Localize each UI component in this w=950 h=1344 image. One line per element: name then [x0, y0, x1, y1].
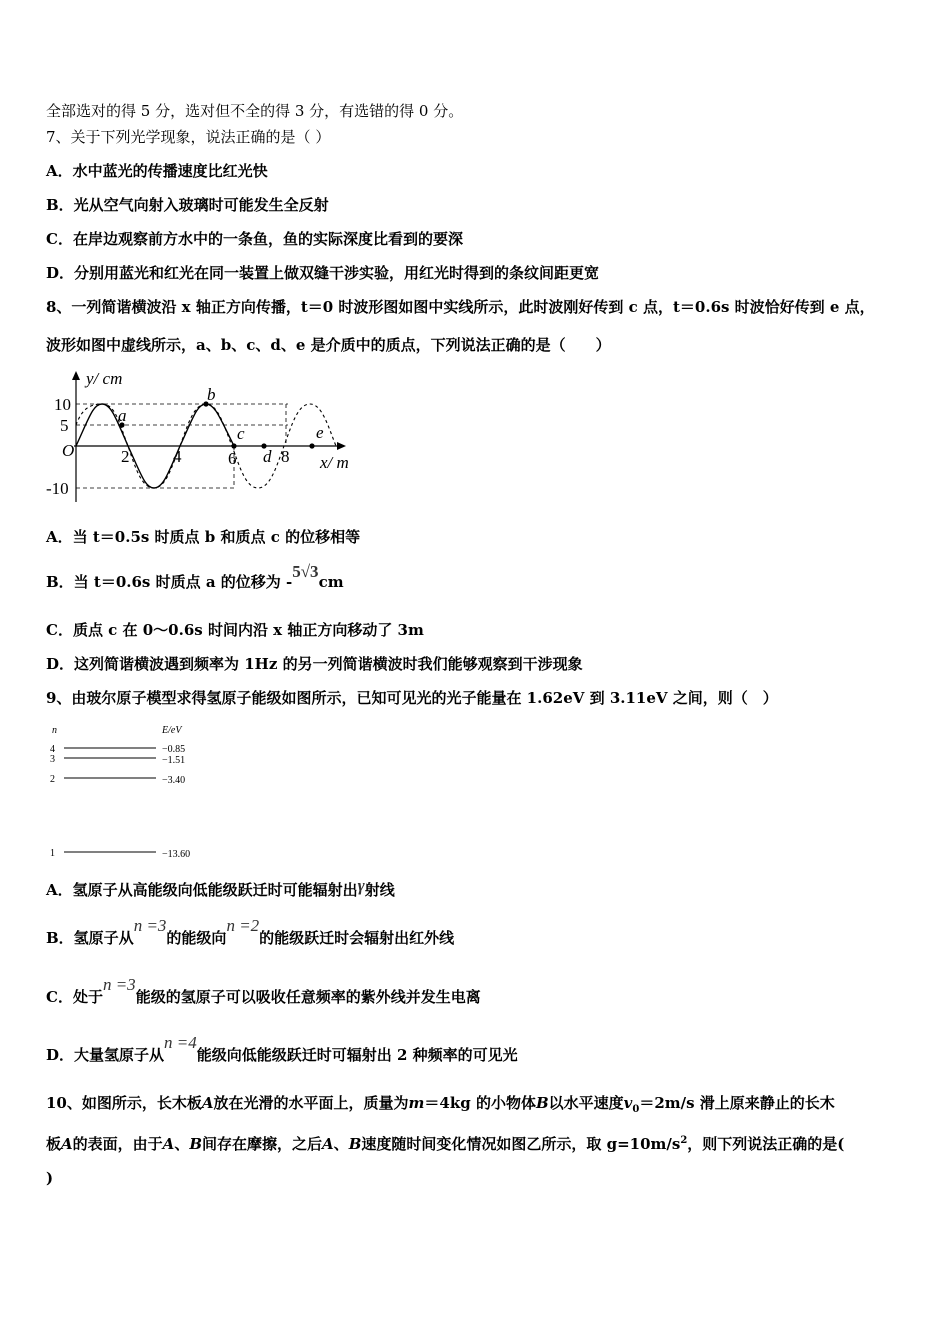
q9-option-b[interactable]: [46, 916, 455, 948]
q8-option-c[interactable]: C．质点 c 在 0～0.6s 时间内沿 x 轴正方向移动了 3m: [46, 621, 424, 639]
ytick-5: 5: [60, 416, 69, 435]
q10-var-m: m: [408, 1094, 425, 1112]
q10-sub-0: 0: [632, 1104, 640, 1115]
q8-option-d[interactable]: D．这列简谐横波遇到频率为 1Hz 的另一列简谐横波时我们能够观察到干涉现象: [46, 655, 583, 673]
y-axis-label: y/ cm: [86, 369, 123, 388]
q9-d-math: n =4: [164, 1033, 197, 1052]
q10-text: ＝2m/s 滑上原来静止的长木: [639, 1094, 835, 1112]
energy-level-figure: [46, 718, 216, 864]
q10-var-a: A: [162, 1135, 175, 1153]
label-a: a: [118, 406, 127, 425]
q9-b-mid: 的能级向: [166, 929, 227, 947]
xtick-4: 4: [173, 447, 182, 466]
q10-var-v: v: [623, 1094, 633, 1112]
level-n-3: 3: [50, 754, 55, 765]
point-c: [231, 443, 236, 448]
q10-text: 板: [46, 1135, 62, 1153]
x-axis-arrow: [337, 442, 346, 450]
q7-option-c[interactable]: C．在岸边观察前方水中的一条鱼，鱼的实际深度比看到的要深: [46, 230, 463, 248]
q10-var-b: B: [535, 1094, 549, 1112]
q9-c-math: n =3: [102, 975, 136, 994]
q10-text: 10、如图所示，长木板: [46, 1094, 202, 1112]
q7-option-a[interactable]: A．水中蓝光的传播速度比红光快: [46, 162, 268, 180]
q9-option-c[interactable]: [46, 975, 481, 1007]
q8-b-math: 5√3: [292, 562, 319, 581]
n-label: n: [52, 725, 57, 736]
q9-b-math2: n =2: [226, 916, 260, 935]
q10-text: ＝4kg 的小物体: [424, 1094, 536, 1112]
label-c: c: [237, 424, 245, 443]
q9-a-post: 射线: [364, 881, 395, 899]
xtick-2: 2: [121, 447, 130, 466]
q9-c-post: 能级的氢原子可以吸收任意频率的紫外线并发生电离: [135, 988, 481, 1006]
q9-option-a[interactable]: [46, 876, 395, 900]
q10-var-a: A: [322, 1135, 334, 1153]
level-n-4: 4: [50, 744, 55, 755]
q10-sup-2: 2: [680, 1135, 688, 1146]
xtick-8: 8: [281, 447, 290, 466]
label-d: d: [263, 447, 272, 466]
level-n-2: 2: [50, 774, 55, 785]
q9-b-pre: B．氢原子从: [46, 929, 134, 947]
q10-text: 放在光滑的水平面上，质量为: [213, 1094, 409, 1112]
q8-stem-line2: 波形如图中虚线所示，a、b、c、d、e 是介质中的质点，下列说法正确的是（ ）: [46, 336, 611, 354]
q10-var-a: A: [201, 1094, 214, 1112]
q8-stem-line1: 8、一列简谐横波沿 x 轴正方向传播，t＝0 时波形图如图中实线所示，此时波刚好传到 c 点，t＝0.6s 时波恰好传到 e 点，: [46, 298, 875, 316]
q9-b-math1: n =3: [133, 916, 167, 935]
y-axis-arrow: [72, 371, 80, 380]
level-e-4: −0.85: [162, 744, 186, 755]
q10-text: 速度随时间变化情况如图乙所示，取 g=10m/s: [361, 1135, 681, 1153]
q10-text: 以水平速度: [548, 1094, 624, 1112]
q8-option-a[interactable]: A．当 t＝0.5s 时质点 b 和质点 c 的位移相等: [46, 528, 361, 546]
q9-option-d[interactable]: [46, 1033, 518, 1065]
q10-stem-line3: ): [46, 1169, 54, 1187]
q10-var-b: B: [189, 1135, 203, 1153]
level-e-2: −3.40: [162, 775, 186, 786]
origin-label: O: [62, 441, 75, 460]
q9-a-pre: A．氢原子从高能级向低能级跃迁时可能辐射出: [46, 881, 358, 899]
level-e-1: −13.60: [162, 849, 191, 860]
q10-text: 、: [174, 1135, 190, 1153]
q9-d-post: 能级向低能级跃迁时可辐射出 2 种频率的可见光: [196, 1046, 518, 1064]
q8-b-post: cm: [318, 573, 344, 591]
ytick-m10: -10: [46, 479, 69, 498]
intro-line: 全部选对的得 5 分，选对但不全的得 3 分，有选错的得 0 分。: [46, 102, 464, 120]
q9-stem: 9、由玻尔原子模型求得氢原子能级如图所示，已知可见光的光子能量在 1.62eV 到 3.11eV 之间，则（ ）: [46, 689, 778, 707]
q10-var-b: B: [348, 1135, 362, 1153]
q10-text: 、: [333, 1135, 349, 1153]
point-e: [309, 443, 314, 448]
q7-option-d[interactable]: D．分别用蓝光和红光在同一装置上做双缝干涉实验，用红光时得到的条纹间距更宽: [46, 264, 600, 282]
wave-figure: [46, 366, 376, 506]
q10-var-a: A: [61, 1135, 73, 1153]
q8-b-pre: B．当 t＝0.6s 时质点 a 的位移为 -: [46, 573, 293, 591]
q9-c-pre: C．处于: [46, 988, 103, 1006]
level-n-1: 1: [50, 848, 55, 859]
label-e: e: [316, 423, 324, 442]
q9-d-pre: D．大量氢原子从: [46, 1046, 165, 1064]
q8-option-b[interactable]: [46, 562, 344, 592]
e-label: E/eV: [162, 725, 182, 736]
ytick-10: 10: [54, 395, 71, 414]
q10-text: 间存在摩擦，之后: [202, 1135, 323, 1153]
level-e-3: −1.51: [162, 755, 186, 766]
q10-text: ，则下列说法正确的是(: [687, 1135, 845, 1153]
x-axis-label: x/ m: [320, 453, 349, 472]
xtick-6: 6: [228, 449, 237, 468]
q10-text: 的表面，由于: [72, 1135, 163, 1153]
q10-stem-line2: [46, 1131, 844, 1154]
q7-stem: 7、关于下列光学现象，说法正确的是（ ）: [46, 128, 331, 146]
q7-option-b[interactable]: B．光从空气向射入玻璃时可能发生全反射: [46, 196, 329, 214]
q9-b-post: 的能级跃迁时会辐射出红外线: [259, 929, 455, 947]
q9-a-math: γ: [357, 876, 365, 895]
label-b: b: [207, 385, 216, 404]
q10-stem-line1: [46, 1093, 835, 1120]
